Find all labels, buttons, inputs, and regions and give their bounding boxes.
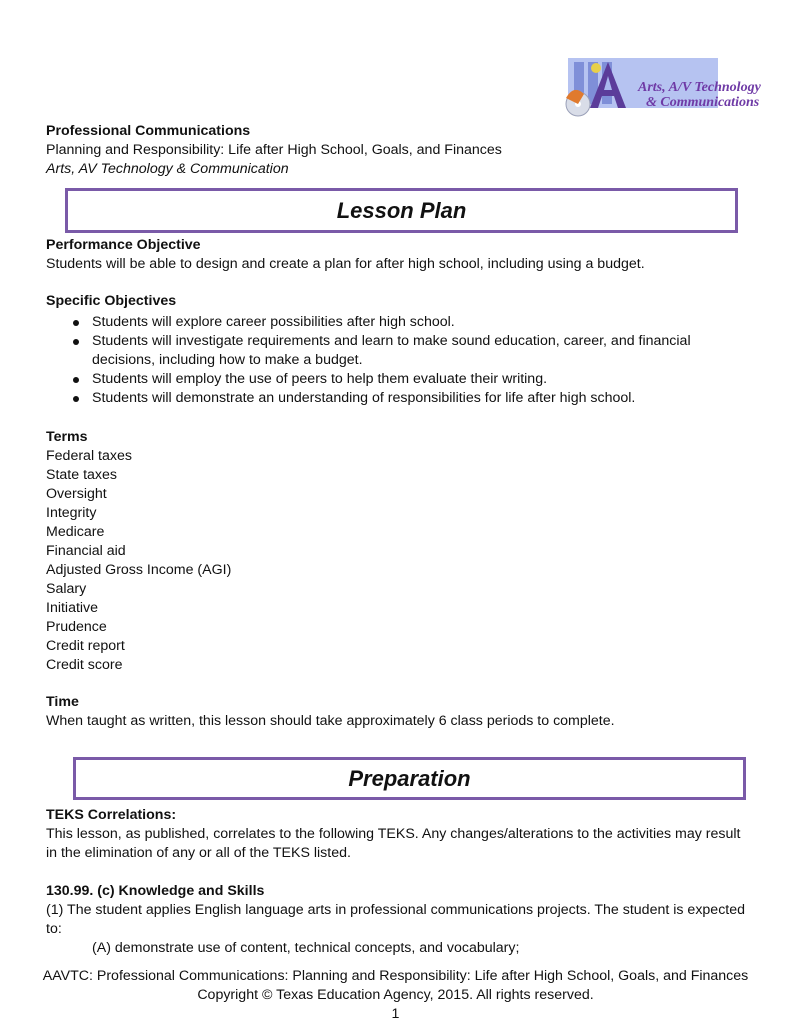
term-item: Prudence (46, 619, 107, 635)
term-item: State taxes (46, 467, 117, 483)
cluster-name: Arts, AV Technology & Communication (46, 161, 289, 177)
page-number: 1 (391, 1006, 400, 1022)
term-item: Salary (46, 581, 87, 597)
bullet-icon (73, 339, 79, 345)
time-text: When taught as written, this lesson should take approximately 6 class periods to complete. (46, 713, 615, 729)
specific-objectives-list (46, 313, 746, 408)
knowledge-skills-heading: 130.99. (c) Knowledge and Skills (46, 883, 265, 899)
terms-list (46, 447, 231, 675)
teks-item-1a: (A) demonstrate use of content, technical concepts, and vocabulary; (92, 940, 520, 956)
footer-copyright: Copyright © Texas Education Agency, 2015. All rights reserved. (197, 987, 594, 1003)
list-item (46, 313, 746, 332)
teks-heading: TEKS Correlations: (46, 807, 177, 823)
bullet-icon (73, 396, 79, 402)
logo-line-2: & Communications (646, 95, 760, 110)
term-item: Federal taxes (46, 448, 132, 464)
term-item: Integrity (46, 505, 97, 521)
bullet-icon (73, 377, 79, 383)
terms-heading: Terms (46, 429, 88, 445)
list-item-text: Students will explore career possibilities after high school. (92, 314, 455, 330)
course-title: Professional Communications (46, 123, 251, 139)
footer-title: AAVTC: Professional Communications: Planning and Responsibility: Life after High School, Goals, and Finances (42, 968, 749, 984)
term-item: Financial aid (46, 543, 126, 559)
cluster-logo (560, 54, 761, 126)
performance-objective-heading: Performance Objective (46, 237, 201, 253)
logo-line-1: Arts, A/V Technology (638, 80, 761, 95)
performance-objective-text: Students will be able to design and create a plan for after high school, including using a budget. (46, 256, 645, 272)
list-item (46, 389, 746, 408)
bullet-icon (73, 320, 79, 326)
teks-text: This lesson, as published, correlates to the following TEKS. Any changes/alterations to the activities may result in the elimination of any or all of the TEKS listed. (46, 826, 741, 861)
lesson-plan-banner: Lesson Plan (65, 188, 738, 233)
list-item-text: Students will investigate requirements and learn to make sound education, career, and financial decisions, including how to make a budget. (92, 333, 691, 368)
unit-title: Planning and Responsibility: Life after High School, Goals, and Finances (46, 142, 502, 158)
term-item: Credit report (46, 638, 125, 654)
list-item-text: Students will demonstrate an understanding of responsibilities for life after high school. (92, 390, 636, 406)
term-item: Credit score (46, 657, 123, 673)
term-item: Adjusted Gross Income (AGI) (46, 562, 232, 578)
specific-objectives-heading: Specific Objectives (46, 293, 177, 309)
list-item (46, 332, 746, 370)
list-item (46, 370, 746, 389)
time-heading: Time (46, 694, 79, 710)
term-item: Initiative (46, 600, 99, 616)
teks-item-1: (1) The student applies English language arts in professional communications projects. The student is expected to: (46, 902, 746, 937)
list-item-text: Students will employ the use of peers to help them evaluate their writing. (92, 371, 548, 387)
term-item: Oversight (46, 486, 107, 502)
preparation-banner: Preparation (73, 757, 746, 800)
term-item: Medicare (46, 524, 105, 540)
